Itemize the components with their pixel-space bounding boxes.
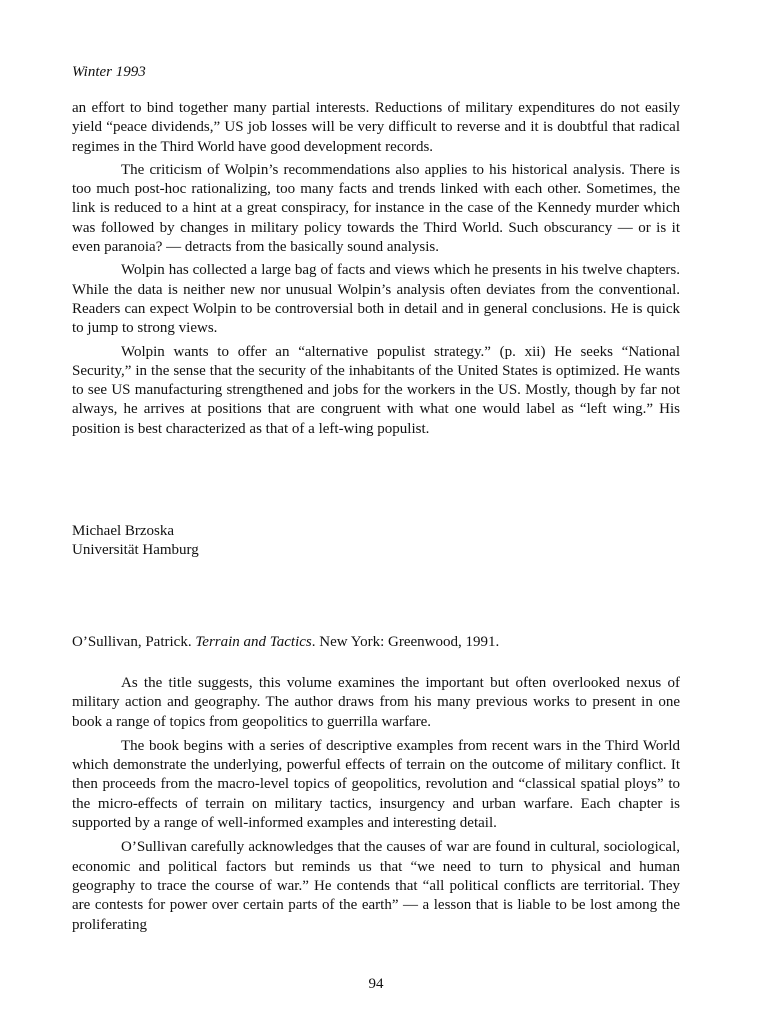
paragraph: O’Sullivan carefully acknowledges that the causes of war are found in cultural, sociological, economic and political factors but reminds us that “we need to turn to physical and human geography to trace the course of war.” He contends that “all political conflicts are territorial. They are contests for power over certain parts of the earth” — a lesson that is liable to be lost among the proliferating <box>72 839 680 933</box>
paragraph: an effort to bind together many partial interests. Reductions of military expenditures do not easily yield “peace dividends,” US job losses will be very difficult to reverse and it is doubtful that radical regimes in the Third World have good development records. <box>72 100 680 155</box>
reviewer-signature <box>72 522 199 561</box>
reviewer-affiliation: Universität Hamburg <box>72 542 199 559</box>
paragraph: The book begins with a series of descriptive examples from recent wars in the Third World which demonstrate the underlying, powerful effects of terrain on the outcome of military conflict. It then proceeds from the macro-level topics of geopolitics, revolution and “classical spatial ploys” to the micro-effects of terrain on military tactics, insurgency and urban warfare. Each chapter is supported by a range of well-informed examples and interesting detail. <box>72 737 680 832</box>
paragraph: Wolpin has collected a large bag of facts and views which he presents in his twelve chapters. While the data is neither new nor unusual Wolpin’s analysis often deviates from the conventional. Readers can expect Wolpin to be controversial both in detail and in general conclusions. He is quick to jump to strong views. <box>72 262 680 337</box>
review-2-body <box>72 674 680 940</box>
paragraph: The criticism of Wolpin’s recommendations also applies to his historical analysis. There is too much post-hoc rationalizing, too many facts and trends linked with each other. Sometimes, the link is reduced to a hint at a great conspiracy, for instance in the case of the Kennedy murder which was followed by changes in military policy towards the Third World. Such obscurancy — or is it even paranoia? — detracts from the basically sound analysis. <box>72 161 680 256</box>
running-head: Winter 1993 <box>72 64 146 80</box>
reviewer-name: Michael Brzoska <box>72 523 175 539</box>
book-citation <box>72 633 499 652</box>
review-1-body <box>72 99 680 443</box>
page-number: 94 <box>368 976 384 992</box>
citation-publisher: . New York: Greenwood, 1991. <box>311 634 500 650</box>
citation-title: Terrain and Tactics <box>195 634 312 650</box>
citation-author: O’Sullivan, Patrick. <box>72 634 192 650</box>
paragraph: As the title suggests, this volume examines the important but often overlooked nexus of military action and geography. The author draws from his many previous works to present in one book a range of topics from geopolitics to guerrilla warfare. <box>72 675 680 730</box>
paragraph: Wolpin wants to offer an “alternative populist strategy.” (p. xii) He seeks “National Security,” in the sense that the security of the inhabitants of the United States is optimized. He wants to see US manufacturing strengthened and jobs for the workers in the US. Mostly, though by far not always, he arrives at positions that are congruent with what one would label as “left wing.” His position is best characterized as that of a left-wing populist. <box>72 343 680 437</box>
